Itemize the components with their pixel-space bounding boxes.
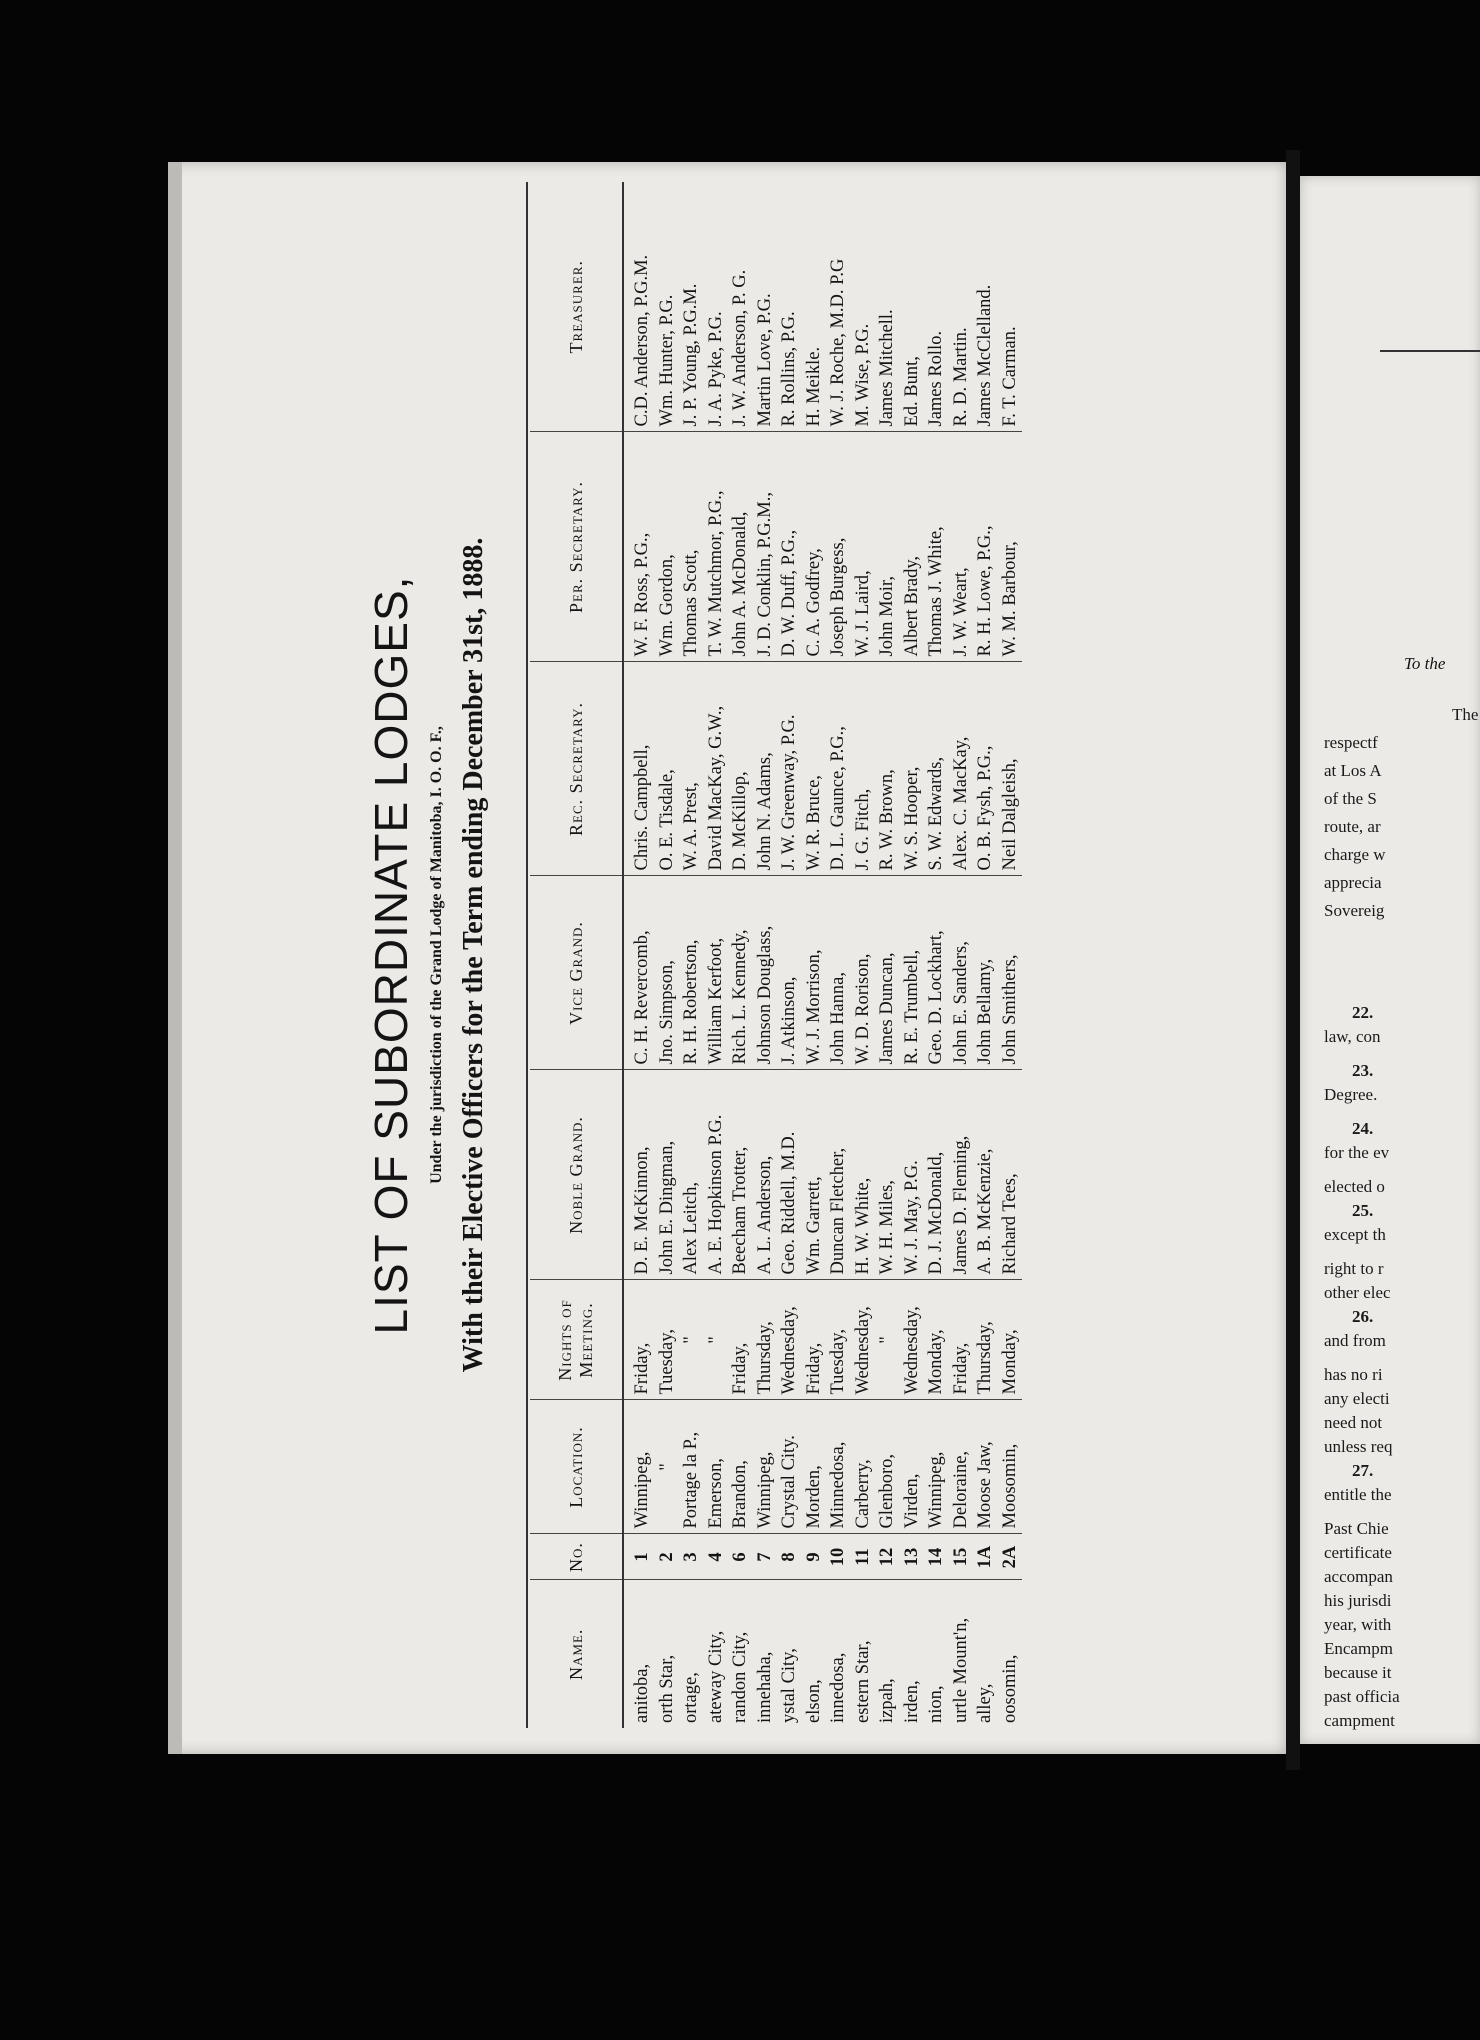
cell-per-secretary: T. W. Mutchmor, P.G., <box>704 432 729 662</box>
facing-page-line: Encampm <box>1324 1639 1393 1658</box>
facing-page-section-number: 24. <box>1352 1119 1374 1138</box>
cell-vice-grand: Rich. L. Kennedy, <box>728 876 753 1070</box>
cell-name: izpah, <box>875 1580 900 1728</box>
cell-nights: Wednesday, <box>777 1280 802 1400</box>
table-row <box>679 182 704 1728</box>
facing-page-line: Past Chie <box>1324 1519 1389 1538</box>
page-subtitle: Under the jurisdiction of the Grand Lodge of Manitoba, I. O. O. F., <box>428 726 445 1184</box>
table-row <box>924 182 949 1728</box>
cell-name: ateway City, <box>704 1580 729 1728</box>
cell-per-secretary: Albert Brady, <box>900 432 925 662</box>
cell-rec-secretary: David MacKay, G.W., <box>704 662 729 876</box>
facing-page-line: respectf <box>1324 733 1378 752</box>
cell-per-secretary: R. H. Lowe, P.G., <box>973 432 998 662</box>
cell-noble-grand: John E. Dingman, <box>655 1070 680 1280</box>
cell-rec-secretary: W. R. Bruce, <box>802 662 827 876</box>
facing-page-line: except th <box>1324 1225 1386 1244</box>
table-row <box>655 182 680 1728</box>
cell-nights: Tuesday, <box>655 1280 680 1400</box>
facing-page-line: route, ar <box>1324 817 1381 836</box>
cell-location: Virden, <box>900 1400 925 1534</box>
cell-name: estern Star, <box>851 1580 876 1728</box>
cell-nights: Friday, <box>949 1280 974 1400</box>
facing-page-line: accompan <box>1324 1567 1393 1586</box>
cell-vice-grand: John E. Sanders, <box>949 876 974 1070</box>
cell-treasurer: W. J. Roche, M.D. P.G <box>828 258 848 427</box>
cell-vice-grand: W. J. Morrison, <box>802 876 827 1070</box>
header-noble-grand: Noble Grand. <box>530 1070 623 1280</box>
cell-noble-grand: Richard Tees, <box>998 1070 1023 1280</box>
cell-no: 6 <box>728 1534 753 1580</box>
facing-page-line: past officia <box>1324 1687 1400 1706</box>
cell-name: innedosa, <box>826 1580 851 1728</box>
cell-name: urtle Mount'n, <box>949 1580 974 1728</box>
cell-nights: Monday, <box>924 1280 949 1400</box>
cell-treasurer: M. Wise, P.G. <box>852 323 873 427</box>
facing-page-salutation: To the <box>1404 654 1446 673</box>
cell-name: ystal City, <box>777 1580 802 1728</box>
cell-noble-grand: W. H. Miles, <box>875 1070 900 1280</box>
cell-noble-grand: James D. Fleming, <box>949 1070 974 1280</box>
cell-rec-secretary: Chris. Campbell, <box>623 662 655 876</box>
facing-page-line: of the S <box>1324 789 1377 808</box>
cell-nights: Thursday, <box>973 1280 998 1400</box>
header-vice-grand: Vice Grand. <box>530 876 623 1070</box>
cell-name: innehaha, <box>753 1580 778 1728</box>
cell-treasurer: James Rollo. <box>926 330 946 427</box>
cell-treasurer: J. P. Young, P.G.M. <box>681 283 701 427</box>
cell-rec-secretary: W. S. Hooper, <box>900 662 925 876</box>
cell-treasurer: James Mitchell. <box>877 309 897 427</box>
cell-per-secretary: J. W. Weart, <box>949 432 974 662</box>
cell-no: 2 <box>655 1534 680 1580</box>
cell-nights: Tuesday, <box>826 1280 851 1400</box>
table-row <box>851 182 876 1728</box>
cell-nights: Friday, <box>623 1280 655 1400</box>
cell-treasurer: James McClelland. <box>975 284 995 427</box>
cell-treasurer: J. W. Anderson, P. G. <box>730 269 750 427</box>
cell-noble-grand: Geo. Riddell, M.D. <box>777 1070 802 1280</box>
facing-page-section-number: 27. <box>1352 1461 1374 1480</box>
header-location: Location. <box>530 1400 623 1534</box>
facing-page-line: because it <box>1324 1663 1392 1682</box>
facing-page-line: his jurisdi <box>1324 1591 1392 1610</box>
facing-page-line: law, con <box>1324 1027 1381 1046</box>
cell-per-secretary: Joseph Burgess, <box>826 432 851 662</box>
cell-location: Carberry, <box>851 1400 876 1534</box>
cell-treasurer: R. D. Martin. <box>950 327 971 427</box>
cell-location: Winnipeg, <box>924 1400 949 1534</box>
facing-page-line: apprecia <box>1324 873 1382 892</box>
facing-page-line: has no ri <box>1324 1365 1383 1384</box>
cell-vice-grand: J. Atkinson, <box>777 876 802 1070</box>
cell-per-secretary: W. M. Barbour, <box>998 432 1023 662</box>
cell-nights: Thursday, <box>753 1280 778 1400</box>
cell-no: 15 <box>949 1534 974 1580</box>
facing-page-line: elected o <box>1324 1177 1385 1196</box>
cell-no: 11 <box>851 1534 876 1580</box>
cell-noble-grand: Wm. Garrett, <box>802 1070 827 1280</box>
cell-vice-grand: James Duncan, <box>875 876 900 1070</box>
cell-location: Moose Jaw, <box>973 1400 998 1534</box>
facing-page-rule <box>1380 350 1480 352</box>
cell-treasurer: Wm. Hunter, P.G. <box>656 294 677 427</box>
cell-name: nion, <box>924 1580 949 1728</box>
cell-noble-grand: A. E. Hopkinson P.G. <box>704 1070 729 1280</box>
cell-location: Moosomin, <box>998 1400 1023 1534</box>
cell-noble-grand: D. J. McDonald, <box>924 1070 949 1280</box>
cell-name: alley, <box>973 1580 998 1728</box>
cell-treasurer: H. Meikle. <box>803 346 824 427</box>
cell-vice-grand: Geo. D. Lockhart, <box>924 876 949 1070</box>
cell-rec-secretary: O. B. Fysh, P.G., <box>973 662 998 876</box>
cell-rec-secretary: R. W. Brown, <box>875 662 900 876</box>
cell-nights: " <box>875 1280 900 1400</box>
right-page <box>1300 176 1480 1744</box>
header-name: Name. <box>530 1580 623 1728</box>
table-row <box>753 182 778 1728</box>
cell-rec-secretary: Alex. C. MacKay, <box>949 662 974 876</box>
cell-treasurer: Ed. Bunt, <box>901 356 922 427</box>
table-row <box>998 182 1023 1728</box>
facing-page-line: campment <box>1324 1711 1395 1730</box>
facing-page-line: year, with <box>1324 1615 1392 1634</box>
cell-no: 4 <box>704 1534 729 1580</box>
cell-name: anitoba, <box>623 1580 655 1728</box>
cell-noble-grand: Alex Leitch, <box>679 1070 704 1280</box>
cell-nights: " <box>679 1280 704 1400</box>
cell-per-secretary: D. W. Duff, P.G., <box>777 432 802 662</box>
table-row <box>777 182 802 1728</box>
cell-nights: Friday, <box>728 1280 753 1400</box>
facing-page-line: Sovereig <box>1324 901 1385 920</box>
cell-location: Deloraine, <box>949 1400 974 1534</box>
cell-per-secretary: Thomas J. White, <box>924 432 949 662</box>
cell-name: oosomin, <box>998 1580 1023 1728</box>
cell-per-secretary: C. A. Godfrey, <box>802 432 827 662</box>
facing-page-section-number: 22. <box>1352 1003 1374 1022</box>
facing-page-line: Degree. <box>1324 1085 1378 1104</box>
cell-rec-secretary: J. G. Fitch, <box>851 662 876 876</box>
cell-vice-grand: W. D. Rorison, <box>851 876 876 1070</box>
facing-page-line: any electi <box>1324 1389 1390 1408</box>
cell-vice-grand: R. H. Robertson, <box>679 876 704 1070</box>
header-no: No. <box>530 1534 623 1580</box>
facing-page-line: charge w <box>1324 845 1386 864</box>
cell-nights: Friday, <box>802 1280 827 1400</box>
header-treasurer: Treasurer. <box>530 182 623 432</box>
cell-treasurer: F. T. Carman. <box>999 326 1020 427</box>
cell-location: Winnipeg, <box>623 1400 655 1534</box>
facing-page-line: at Los A <box>1324 761 1382 780</box>
table-row <box>900 182 925 1728</box>
cell-vice-grand: William Kerfoot, <box>704 876 729 1070</box>
cell-name: randon City, <box>728 1580 753 1728</box>
cell-location: Brandon, <box>728 1400 753 1534</box>
facing-page-line: and from <box>1324 1331 1386 1350</box>
cell-rec-secretary: D. McKillop, <box>728 662 753 876</box>
cell-treasurer: J. A. Pyke, P.G. <box>705 311 726 427</box>
page-title: LIST OF SUBORDINATE LODGES, <box>365 575 417 1335</box>
cell-treasurer: R. Rollins, P.G. <box>779 311 799 427</box>
cell-nights: Wednesday, <box>851 1280 876 1400</box>
cell-rec-secretary: W. A. Prest, <box>679 662 704 876</box>
header-per-secretary: Per. Secretary. <box>530 432 623 662</box>
facing-page-section-number: 26. <box>1352 1307 1374 1326</box>
cell-rec-secretary: D. L. Gaunce, P.G., <box>826 662 851 876</box>
facing-page-line: certificate <box>1324 1543 1392 1562</box>
cell-no: 2A <box>998 1534 1023 1580</box>
table-row <box>973 182 998 1728</box>
cell-rec-secretary: John N. Adams, <box>753 662 778 876</box>
cell-vice-grand: Jno. Simpson, <box>655 876 680 1070</box>
table-top-rule <box>526 182 528 1728</box>
facing-page-line: need not <box>1324 1413 1383 1432</box>
cell-per-secretary: John A. McDonald, <box>728 432 753 662</box>
cell-name: irden, <box>900 1580 925 1728</box>
header-nights: Nights of Meeting. <box>530 1280 623 1400</box>
cell-treasurer: Martin Love, P.G. <box>754 293 775 427</box>
facing-page-line: for the ev <box>1324 1143 1390 1162</box>
facing-page-section-number: 23. <box>1352 1061 1374 1080</box>
cell-per-secretary: Wm. Gordon, <box>655 432 680 662</box>
cell-no: 1 <box>623 1534 655 1580</box>
cell-rec-secretary: O. E. Tisdale, <box>655 662 680 876</box>
cell-vice-grand: Johnson Douglass, <box>753 876 778 1070</box>
cell-location: Winnipeg, <box>753 1400 778 1534</box>
cell-no: 10 <box>826 1534 851 1580</box>
table-row <box>728 182 753 1728</box>
cell-no: 9 <box>802 1534 827 1580</box>
cell-location: Emerson, <box>704 1400 729 1534</box>
cell-no: 7 <box>753 1534 778 1580</box>
cell-nights: Monday, <box>998 1280 1023 1400</box>
table-row <box>875 182 900 1728</box>
cell-vice-grand: John Bellamy, <box>973 876 998 1070</box>
cell-rec-secretary: J. W. Greenway, P.G. <box>777 662 802 876</box>
page-gutter <box>1286 150 1300 1770</box>
cell-noble-grand: D. E. McKinnon, <box>623 1070 655 1280</box>
cell-per-secretary: W. J. Laird, <box>851 432 876 662</box>
cell-nights: " <box>704 1280 729 1400</box>
cell-location: Morden, <box>802 1400 827 1534</box>
cell-location: Glenboro, <box>875 1400 900 1534</box>
table-row <box>623 182 655 1728</box>
facing-page-line: right to r <box>1324 1259 1384 1278</box>
cell-treasurer: C.D. Anderson, P.G.M. <box>632 254 652 427</box>
cell-no: 13 <box>900 1534 925 1580</box>
rotated-table-block <box>168 162 1286 1754</box>
cell-location: " <box>655 1400 680 1534</box>
cell-rec-secretary: S. W. Edwards, <box>924 662 949 876</box>
table-row <box>704 182 729 1728</box>
table-content <box>168 182 1286 1728</box>
cell-no: 1A <box>973 1534 998 1580</box>
table-body <box>623 182 1022 1728</box>
facing-page-line: entitle the <box>1324 1485 1392 1504</box>
cell-noble-grand: A. L. Anderson, <box>753 1070 778 1280</box>
cell-rec-secretary: Neil Dalgleish, <box>998 662 1023 876</box>
facing-page-line: The <box>1452 705 1479 724</box>
cell-location: Crystal City. <box>777 1400 802 1534</box>
cell-vice-grand: C. H. Revercomb, <box>623 876 655 1070</box>
cell-no: 8 <box>777 1534 802 1580</box>
cell-location: Portage la P., <box>679 1400 704 1534</box>
header-rec-secretary: Rec. Secretary. <box>530 662 623 876</box>
cell-noble-grand: A. B. McKenzie, <box>973 1070 998 1280</box>
cell-per-secretary: J. D. Conklin, P.G.M., <box>753 432 778 662</box>
table-row <box>949 182 974 1728</box>
facing-page-section-number: 25. <box>1352 1201 1374 1220</box>
cell-no: 14 <box>924 1534 949 1580</box>
cell-vice-grand: R. E. Trumbell, <box>900 876 925 1070</box>
cell-vice-grand: John Smithers, <box>998 876 1023 1070</box>
cell-noble-grand: H. W. White, <box>851 1070 876 1280</box>
cell-no: 12 <box>875 1534 900 1580</box>
table-row <box>826 182 851 1728</box>
cell-per-secretary: John Moir, <box>875 432 900 662</box>
table-row <box>802 182 827 1728</box>
facing-page-line: other elec <box>1324 1283 1391 1302</box>
cell-vice-grand: John Hanna, <box>826 876 851 1070</box>
cell-name: elson, <box>802 1580 827 1728</box>
cell-name: orth Star, <box>655 1580 680 1728</box>
cell-noble-grand: W. J. May, P.G. <box>900 1070 925 1280</box>
cell-location: Minnedosa, <box>826 1400 851 1534</box>
page-subtitle-2: With their Elective Officers for the Term ending December 31st, 1888. <box>458 537 489 1373</box>
cell-nights: Wednesday, <box>900 1280 925 1400</box>
cell-noble-grand: Duncan Fletcher, <box>826 1070 851 1280</box>
table-header-row <box>530 182 623 1728</box>
cell-name: ortage, <box>679 1580 704 1728</box>
cell-per-secretary: Thomas Scott, <box>679 432 704 662</box>
facing-page-line: unless req <box>1324 1437 1393 1456</box>
cell-per-secretary: W. F. Ross, P.G., <box>623 432 655 662</box>
lodges-table <box>530 182 1022 1728</box>
cell-no: 3 <box>679 1534 704 1580</box>
cell-noble-grand: Beecham Trotter, <box>728 1070 753 1280</box>
